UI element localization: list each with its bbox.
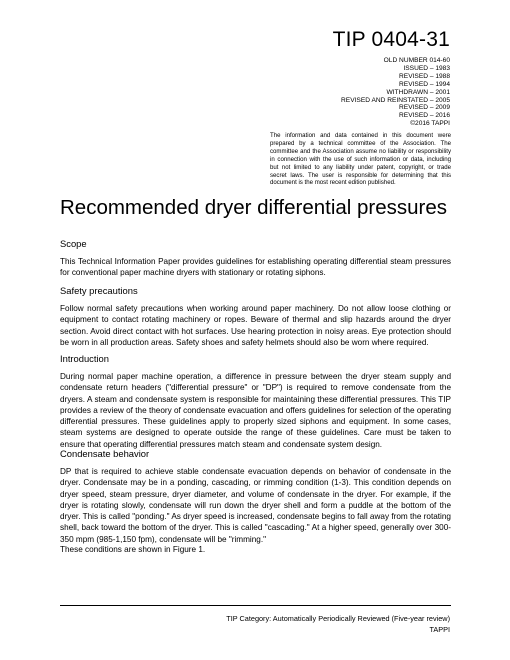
disclaimer: The information and data contained in this document were prepared by a technical committee of the Association. The committee and the Association assume no liability or responsibility in connection with the use of such information or data, including but not limited to any liability under patent, copyright, or trade secret laws. The user is responsible for determining that this document is the most recent edition published. (270, 132, 451, 187)
section-body-condensate: DP that is required to achieve stable condensate evacuation depends on behavior of condensate in the dryer. Condensate may be in a ponding, cascading, or rimming condition (1-3). This condition depends on dryer speed, steam pressure, dryer diameter, and volume of condensate in the dryer. For example, if the dryer is rotating slowly, condensate will run down the dryer shell and form a puddle at the bottom of the dryer. This is called "ponding." As dryer speed is increased, condensate begins to fall away from the rotating shell, back toward the bottom of the dryer. This is called "cascading." At a higher speed, generally over 300-350 mpm (985-1,150 fpm), condensate will be "rimming." (60, 467, 451, 544)
tip-number: TIP 0404-31 (332, 28, 450, 51)
revision-entry: REVISED – 2009 (399, 104, 450, 112)
revision-entry: REVISED AND REINSTATED – 2005 (341, 96, 450, 104)
footer-category: TIP Category: Automatically Periodically Reviewed (Five-year review) (226, 614, 450, 623)
footer-divider (60, 605, 451, 606)
section-body-scope: This Technical Information Paper provides guidelines for establishing operating differential steam pressures for conventional paper machine dryers with stationary or rotating siphons. (60, 257, 451, 278)
section-body-safety: Follow normal safety precautions when working around paper machinery. Do not allow loose clothing or equipment to contact rotating machinery or ropes. Beware of thermal and slip hazards around the dryer section. Avoid direct contact with hot surfaces. Use hearing protection in noisy areas. Eye protection should be worn in all production areas. Safety shoes and safety helmets should also be worn where required. (60, 304, 451, 347)
revision-entry: REVISED – 1994 (399, 80, 450, 88)
revision-entry: REVISED – 1988 (399, 72, 450, 80)
revision-entry: OLD NUMBER 014-60 (383, 57, 450, 64)
section-heading-scope: Scope (60, 238, 87, 249)
revision-entry: ISSUED – 1983 (403, 64, 450, 72)
section-heading-condensate: Condensate behavior (60, 448, 150, 459)
copyright-notice: ©2016 TAPPI (410, 120, 450, 128)
revision-history (341, 57, 450, 128)
document-title: Recommended dryer differential pressures (60, 196, 448, 219)
revision-entry: REVISED – 2016 (399, 112, 450, 120)
figure-reference: These conditions are shown in Figure 1. (60, 545, 206, 554)
revision-entry: WITHDRAWN – 2001 (386, 88, 450, 96)
section-heading-safety: Safety precautions (60, 285, 138, 296)
section-body-introduction: During normal paper machine operation, a difference in pressure between the dryer steam supply and condensate return headers ("differential pressure" or "DP") is required to remove condensate from the dryers. A steam and condensate system is responsible for maintaining these differential pressures. This TIP provides a review of the theory of condensate evacuation and offers guidelines for selection of the operating differential pressures. These guidelines apply to properly sized siphons and equipment. In some cases, steam systems are designed to operate outside the range of these guidelines. Care must be taken to ensure that operating differential pressures match steam and condensate system design. (60, 372, 451, 449)
section-heading-introduction: Introduction (60, 353, 109, 364)
footer-organization: TAPPI (429, 625, 450, 634)
